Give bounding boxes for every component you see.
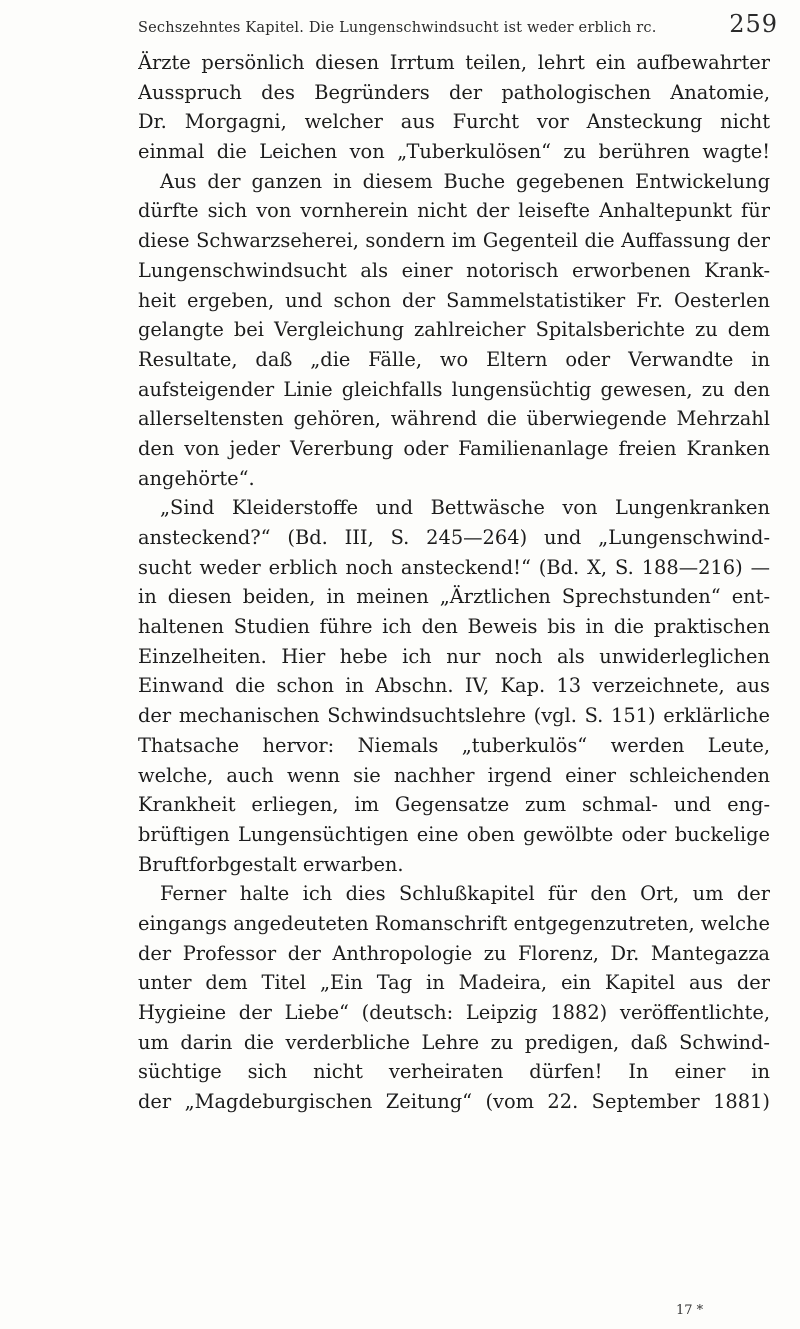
text-line: gelangte bei Vergleichung zahlreicher Spitalsberichte zu dem — [138, 318, 770, 342]
text-line: welche, auch wenn sie nachher irgend einer schleichenden — [138, 763, 770, 787]
text-line: ansteckend?“ (Bd. III, S. 245—264) und „Lungenschwind- — [138, 526, 770, 549]
text-line: haltenen Studien führe ich den Beweis bis in die praktischen — [138, 615, 770, 639]
text-line: Ausspruch des Begründers der pathologischen Anatomie, — [138, 80, 770, 104]
page-header — [138, 10, 778, 42]
text-line: in diesen beiden, in meinen „Ärztlichen Sprechstunden“ ent- — [138, 585, 770, 609]
text-line: um darin die verderbliche Lehre zu predigen, daß Schwind- — [138, 1030, 770, 1054]
text-line: dürfte sich von vornherein nicht der leisefte Anhaltepunkt für — [138, 199, 770, 223]
text-line: eingangs angedeuteten Romanschrift entgegenzutreten, welche — [138, 911, 770, 935]
text-line: Ärzte persönlich diesen Irrtum teilen, lehrt ein aufbewahrter — [138, 51, 770, 74]
body-text — [138, 48, 770, 1117]
text-line: Thatsache hervor: Niemals „tuberkulös“ werden Leute, — [138, 733, 770, 757]
text-line: Einzelheiten. Hier hebe ich nur noch als unwiderleglichen — [138, 644, 770, 668]
text-line: angehörte“. — [138, 466, 255, 490]
text-line: „Sind Kleiderstoffe und Bettwäsche von Lungenkranken — [160, 496, 770, 520]
text-line: der mechanischen Schwindsuchtslehre (vgl. S. 151) erklärliche — [138, 704, 770, 728]
text-line: Resultate, daß „die Fälle, wo Eltern oder Verwandte in — [138, 347, 770, 371]
page-number: 259 — [729, 10, 778, 38]
text-line: Lungenschwindsucht als einer notorisch erworbenen Krank- — [138, 258, 770, 282]
text-line: brüftigen Lungensüchtigen eine oben gewölbte oder buckelige — [138, 822, 770, 846]
text-line: Bruftforbgestalt erwarben. — [138, 852, 404, 876]
text-line: unter dem Titel „Ein Tag in Madeira, ein Kapitel aus der — [138, 971, 770, 995]
text-line: aufsteigender Linie gleichfalls lungensüchtig gewesen, zu den — [138, 377, 770, 401]
text-line: diese Schwarzseherei, sondern im Gegenteil die Auffassung der — [138, 229, 770, 253]
text-line: der „Magdeburgischen Zeitung“ (vom 22. September 1881) — [138, 1090, 770, 1114]
text-line: der Professor der Anthropologie zu Florenz, Dr. Mantegazza — [138, 941, 770, 965]
text-line: heit ergeben, und schon der Sammelstatistiker Fr. Oesterlen — [138, 288, 770, 312]
text-line: sucht weder erblich noch ansteckend!“ (Bd. X, S. 188—216) — — [138, 555, 770, 579]
text-line: allerseltensten gehören, während die überwiegende Mehrzahl — [138, 407, 770, 431]
text-line: süchtige sich nicht verheiraten dürfen! In einer in — [138, 1060, 770, 1084]
text-line: Ferner halte ich dies Schlußkapitel für den Ort, um der — [160, 882, 770, 906]
text-line: einmal die Leichen von „Tuberkulösen“ zu berühren wagte! — [138, 140, 770, 164]
signature-mark: 17 * — [676, 1303, 704, 1318]
running-title: Sechszehntes Kapitel. Die Lungenschwindsucht ist weder erblich rc. — [138, 20, 657, 36]
text-line: Krankheit erliegen, im Gegensatze zum schmal- und eng- — [138, 793, 770, 817]
text-line: Einwand die schon in Abschn. IV, Kap. 13 verzeichnete, aus — [138, 674, 770, 698]
text-line: den von jeder Vererbung oder Familienanlage freien Kranken — [138, 436, 770, 460]
text-line: Dr. Morgagni, welcher aus Furcht vor Ansteckung nicht — [138, 110, 770, 134]
text-line: Aus der ganzen in diesem Buche gegebenen Entwickelung — [160, 169, 770, 193]
text-line: Hygieine der Liebe“ (deutsch: Leipzig 1882) veröffentlichte, — [138, 1001, 770, 1024]
